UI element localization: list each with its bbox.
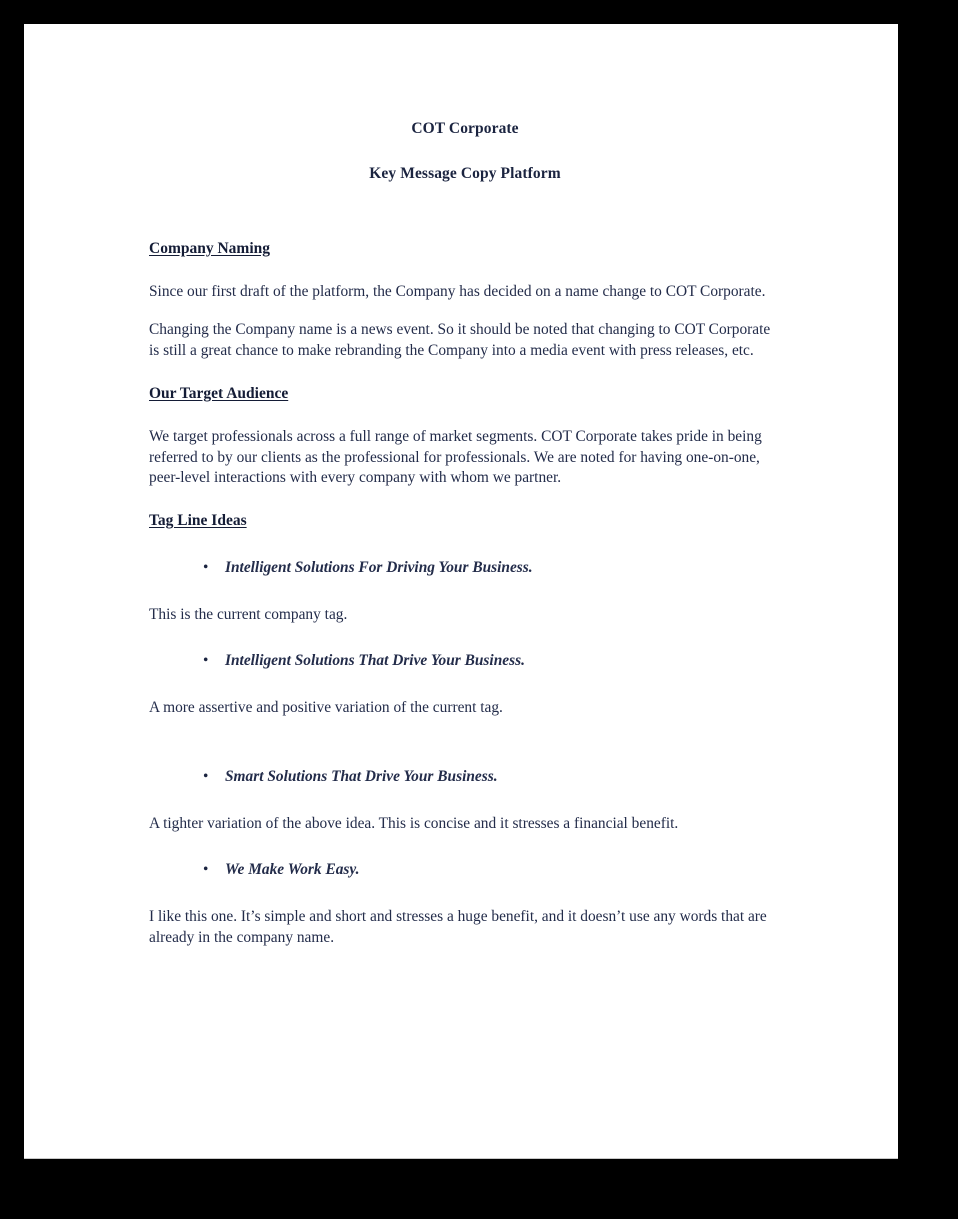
bullet-icon: • — [203, 767, 209, 785]
spacer-extra-line — [149, 719, 781, 767]
list-item — [149, 767, 781, 788]
document-title-text: COT Corporate — [411, 120, 519, 137]
section-heading-wrap-target-audience — [149, 384, 781, 405]
document-subtitle-text: Key Message Copy Platform — [369, 164, 561, 182]
document-text-column — [149, 119, 781, 948]
tagline-text-2: Intelligent Solutions That Drive Your Business. — [225, 652, 525, 670]
spacer — [149, 405, 781, 427]
spacer-between-sections-1 — [149, 362, 781, 384]
paragraph-company-naming-2: Changing the Company name is a news event. So it should be noted that changing to COT Corporate is still a great chance to make rebranding the Company into a media event with press releases, etc. — [149, 321, 771, 360]
tagline-list-1 — [149, 558, 781, 579]
spacer-after-titles — [149, 185, 781, 239]
tagline-list-3 — [149, 767, 781, 788]
document-title — [149, 119, 781, 140]
section-tag-line-ideas — [149, 511, 781, 948]
bullet-icon: • — [203, 652, 209, 670]
tagline-text-3: Smart Solutions That Drive Your Business. — [225, 767, 498, 785]
section-heading-our-target-audience: Our Target Audience — [149, 384, 289, 402]
section-our-target-audience — [149, 384, 781, 489]
spacer — [149, 672, 781, 698]
tagline-note-1: This is the current company tag. — [149, 605, 348, 623]
spacer — [149, 302, 781, 320]
spacer — [149, 579, 781, 605]
paragraph-company-naming-1: Since our first draft of the platform, the Company has decided on a name change to COT Corporate. — [149, 282, 766, 300]
list-item — [149, 558, 781, 579]
spacer — [149, 532, 781, 558]
bullet-icon: • — [203, 861, 209, 879]
list-item — [149, 860, 781, 881]
tagline-note-3: A tighter variation of the above idea. This is concise and it stresses a financial benefit. — [149, 814, 679, 832]
tagline-text-1: Intelligent Solutions For Driving Your Business. — [225, 558, 533, 576]
bullet-icon: • — [203, 558, 209, 576]
paragraph-target-audience-1: We target professionals across a full range of market segments. COT Corporate takes pride in being referred to by our clients as the professional for professionals. We are noted for having one-on-one, peer-level interactions with every company with whom we partner. — [149, 427, 762, 487]
section-heading-wrap-tag-line-ideas — [149, 511, 781, 532]
section-company-naming — [149, 239, 781, 362]
list-item — [149, 651, 781, 672]
tagline-note-2: A more assertive and positive variation of the current tag. — [149, 699, 503, 717]
spacer-between-sections-2 — [149, 489, 781, 511]
spacer — [149, 625, 781, 651]
spacer — [149, 834, 781, 860]
spacer — [149, 260, 781, 282]
section-heading-wrap-company-naming — [149, 239, 781, 260]
document-page — [24, 24, 898, 1158]
tagline-list-2 — [149, 651, 781, 672]
section-heading-company-naming: Company Naming — [149, 239, 271, 257]
tagline-note-4: I like this one. It’s simple and short and stresses a huge benefit, and it doesn’t use any words that are already in the company name. — [149, 907, 767, 946]
tagline-text-4: We Make Work Easy. — [225, 861, 360, 879]
tagline-list-4 — [149, 860, 781, 881]
spacer — [149, 881, 781, 907]
document-subtitle — [149, 164, 781, 185]
spacer — [149, 788, 781, 814]
section-heading-tag-line-ideas: Tag Line Ideas — [149, 512, 247, 529]
